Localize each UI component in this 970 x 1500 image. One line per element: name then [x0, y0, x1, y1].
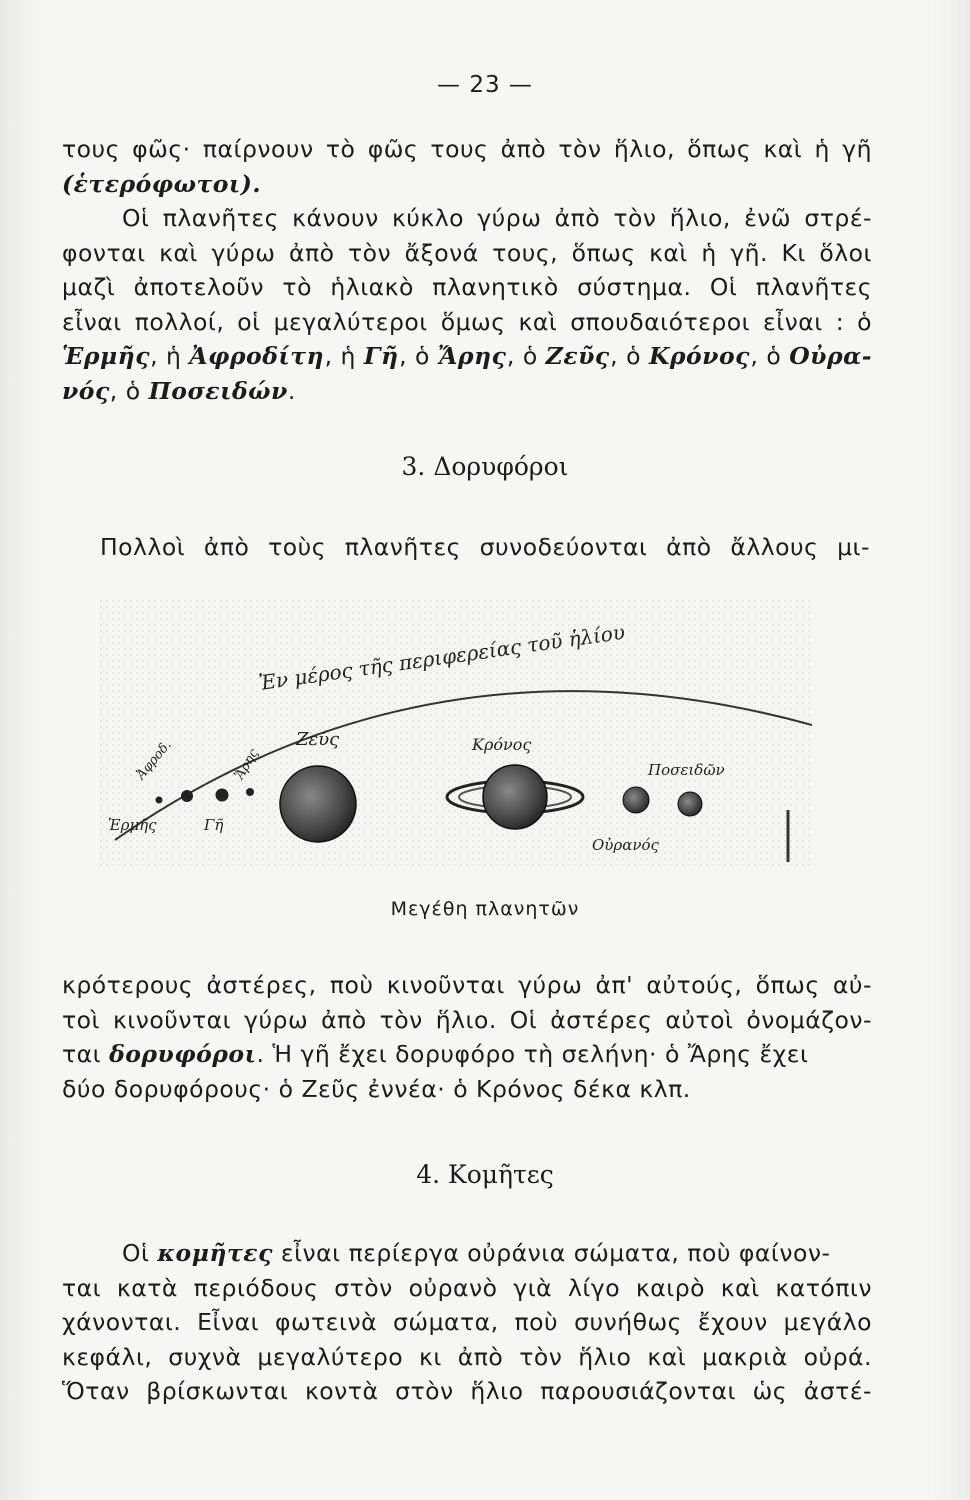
planet-name-earth: Γῆ: [363, 342, 399, 370]
planet-aphrodite: [181, 790, 193, 802]
separator: , ἡ: [324, 342, 364, 370]
text-line-italic: (ἑτερόφωτοι).: [62, 169, 262, 198]
planet-name-ares: Ἄρης: [437, 342, 507, 370]
planet-names-line-2: [62, 374, 872, 409]
planet-name-zeus: Ζεῦς: [545, 342, 610, 370]
text-line: ται κατὰ περιόδους στὸν οὐρανὸ γιὰ λίγο καιρὸ καὶ κατόπιν: [62, 1273, 872, 1302]
planet-earth: [216, 789, 229, 802]
term-comets: κομῆτες: [157, 1239, 273, 1267]
planet-ares: [246, 788, 254, 796]
satellites-intro: [100, 530, 870, 565]
planet-name-hermes: Ἑρμῆς: [62, 342, 151, 370]
label-ares: Ἄρης: [232, 746, 262, 782]
term-satellites: δορυφόροι: [109, 1040, 257, 1068]
planet-zeus: [280, 766, 356, 842]
separator: , ὁ: [399, 342, 438, 370]
section-heading-satellites: 3. Δορυφόροι: [401, 452, 569, 481]
label-aphrodite: Ἀφροδ.: [133, 737, 175, 783]
text-line: εἶναι πολλοί, οἱ μεγαλύτεροι ὅμως καὶ σπουδαιότεροι εἶναι : ὁ: [62, 307, 872, 336]
planet-name-kronos: Κρόνος: [648, 342, 750, 370]
arc-label: Ἐν μέρος τῆς περιφερείας τοῦ ἡλίου: [257, 619, 627, 695]
text-line: μαζὶ ἀποτελοῦν τὸ ἡλιακὸ πλανητικὸ σύστημα. Οἱ πλανῆτες: [62, 273, 872, 301]
separator: , ὁ: [109, 376, 149, 405]
planet-name-ouranos: Οὐρα-: [789, 342, 872, 370]
planet-name-ouranos-end: νός: [62, 376, 110, 405]
separator: , ἡ: [150, 342, 190, 370]
page-number: — 23 —: [437, 72, 533, 98]
text-line: Ὅταν βρίσκωνται κοντὰ στὸν ἥλιο παρουσιάζονται ὡς ἀστέ-: [62, 1377, 872, 1405]
text-fragment: εἶναι περίεργα οὐράνια σώματα, ποὺ φαίνον-: [272, 1239, 831, 1267]
comets-paragraph: [62, 1236, 872, 1409]
planet-name-aphrodite: Ἀφροδίτη: [189, 342, 325, 370]
text-line: χάνονται. Εἶναι φωτεινὰ σώματα, ποὺ συνήθως ἔχουν μεγάλο: [62, 1308, 872, 1336]
planet-name-poseidon: Ποσειδών: [148, 376, 288, 405]
text-line: [62, 1037, 872, 1072]
label-kronos: Κρόνος: [472, 735, 532, 754]
text-line: δύο δορυφόρους· ὁ Ζεῦς ἐννέα· ὁ Κρόνος δέκα κλπ.: [62, 1074, 691, 1103]
text-fragment: ται: [62, 1040, 110, 1068]
planet-poseidon: [678, 792, 702, 816]
separator: , ὁ: [610, 342, 649, 370]
text-line: τους φῶς· παίρνουν τὸ φῶς τους ἀπὸ τὸν ἥλιο, ὅπως καὶ ἡ γῆ: [62, 135, 872, 163]
satellites-paragraph: [62, 968, 872, 1106]
text-line: φονται καὶ γύρω ἀπὸ τὸν ἄξονά τους, ὅπως καὶ ἡ γῆ. Κι ὅλοι: [62, 238, 872, 267]
label-zeus: Ζεύς: [296, 729, 340, 750]
text-fragment: Οἱ: [122, 1239, 158, 1267]
planet-ouranos: [623, 787, 649, 813]
figure-caption: Μεγέθη πλανητῶν: [390, 898, 580, 920]
label-poseidon: Ποσειδῶν: [648, 761, 725, 779]
text-line: [62, 1236, 872, 1271]
planet-sizes-figure: [100, 600, 812, 865]
label-hermes: Ἑρμῆς: [108, 816, 157, 834]
text-line: Οἱ πλανῆτες κάνουν κύκλο γύρω ἀπὸ τὸν ἥλιο, ἐνῶ στρέ-: [122, 204, 872, 232]
separator: , ὁ: [750, 342, 790, 370]
label-ouranos: Οὐρανός: [592, 836, 659, 854]
planet-kronos: [483, 765, 547, 829]
section-heading-comets: 4. Κομῆτες: [416, 1160, 554, 1189]
text-line: κρότερους ἀστέρες, ποὺ κινοῦνται γύρω ἀπ' αὐτούς, ὅπως αὐ-: [62, 971, 872, 999]
intro-paragraph: [62, 132, 872, 408]
label-earth: Γῆ: [204, 816, 224, 834]
text-line: Πολλοὶ ἀπὸ τοὺς πλανῆτες συνοδεύονται ἀπὸ ἄλλους μι-: [100, 533, 870, 561]
text-line: κεφάλι, συχνὰ μεγαλύτερο κι ἀπὸ τὸν ἥλιο καὶ μακριὰ οὐρά.: [62, 1342, 872, 1371]
separator: .: [287, 376, 296, 405]
planet-hermes: [156, 797, 163, 804]
text-fragment: . Ἡ γῆ ἔχει δορυφόρο τὴ σελήνη· ὁ Ἄρης ἔχει: [256, 1040, 809, 1068]
separator: , ὁ: [506, 342, 546, 370]
text-line: τοὶ κινοῦνται γύρω ἀπὸ τὸν ἥλιο. Οἱ ἀστέρες αὐτοὶ ὀνομάζον-: [62, 1005, 872, 1034]
planet-names-line: [62, 339, 872, 374]
